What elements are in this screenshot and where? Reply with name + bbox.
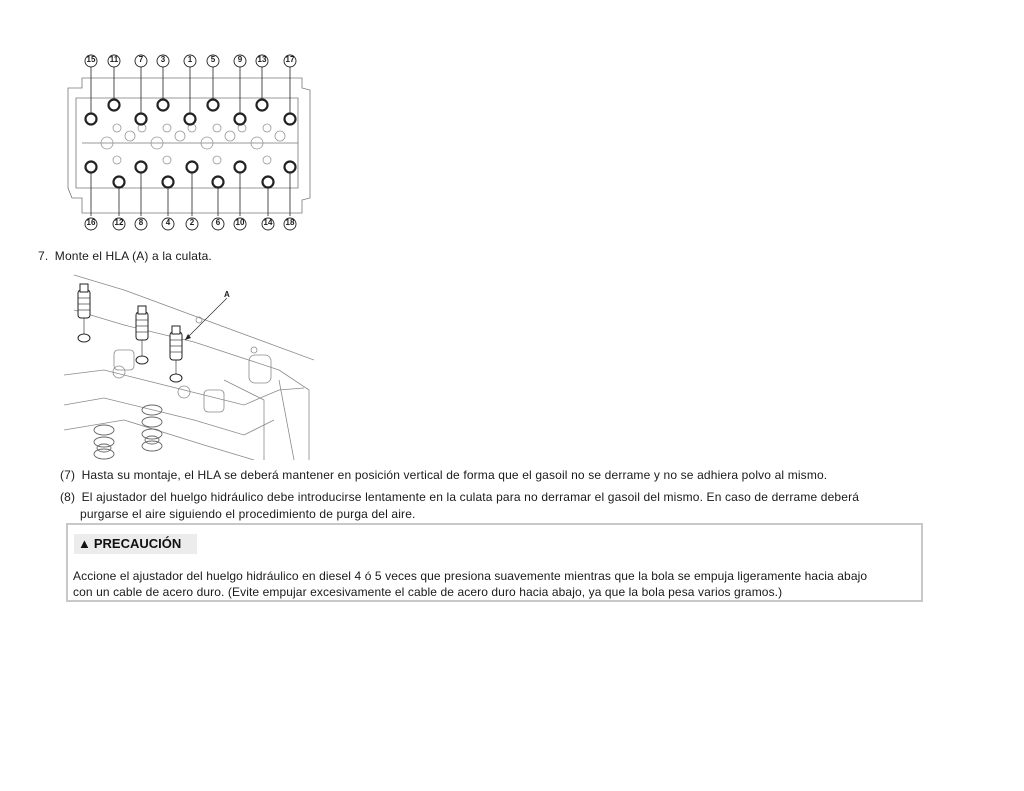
- bolt-number: 13: [257, 55, 267, 64]
- caution-line: con un cable de acero duro. (Evite empujar excesivamente el cable de acero duro hacia abajo, ya que la bola pesa varios gramos.): [73, 585, 783, 599]
- bolt-number: 4: [165, 218, 171, 227]
- caution-title: PRECAUCIÓN: [93, 536, 182, 551]
- note-text: Hasta su montaje, el HLA se deberá mantener en posición vertical de forma que el gasoil no se derrame y no se adhiera polvo al mismo.: [81, 468, 828, 482]
- bolt-number: 16: [86, 218, 96, 227]
- warning-triangle-icon: ▲: [78, 536, 91, 551]
- caution-body: [73, 568, 867, 600]
- hla-diagram: [64, 270, 314, 460]
- bolt-number: 2: [189, 218, 195, 227]
- bolt-number: 10: [235, 218, 245, 227]
- step-7: [38, 249, 212, 263]
- step-text: Monte el HLA (A) a la culata.: [54, 249, 212, 263]
- bolt-number: 15: [86, 55, 96, 64]
- bolt-number: 3: [160, 55, 166, 64]
- caution-header: [74, 534, 197, 554]
- bolt-sequence-figure: [62, 48, 314, 236]
- bolt-number: 5: [210, 55, 216, 64]
- note-marker: (8): [60, 490, 76, 504]
- step-number: 7.: [38, 249, 49, 263]
- bolt-number: 14: [263, 218, 273, 227]
- bolt-number: 1: [187, 55, 193, 64]
- note-8: [60, 490, 859, 504]
- bolt-number: 8: [138, 218, 144, 227]
- bolt-number: 7: [138, 55, 144, 64]
- callout-label-a: A: [224, 290, 230, 299]
- bolt-number: 6: [215, 218, 221, 227]
- note-8-continuation: purgarse el aire siguiendo el procedimiento de purga del aire.: [80, 507, 416, 521]
- note-text: El ajustador del huelgo hidráulico debe introducirse lentamente en la culata para no derramar el gasoil del mismo. En caso de derrame deberá: [81, 490, 860, 504]
- bolt-number: 18: [285, 218, 295, 227]
- note-marker: (7): [60, 468, 76, 482]
- cylinder-head-diagram: [62, 48, 314, 236]
- bolt-number: 12: [114, 218, 124, 227]
- caution-line: Accione el ajustador del huelgo hidráulico en diesel 4 ó 5 veces que presiona suavemente mientras que la bola se empuja ligeramente hacia abajo: [73, 569, 868, 583]
- hla-install-figure: [64, 270, 314, 460]
- bolt-number: 9: [237, 55, 243, 64]
- bolt-number: 11: [109, 55, 119, 64]
- caution-box: [66, 523, 923, 602]
- note-7: [60, 468, 827, 482]
- bolt-number: 17: [285, 55, 295, 64]
